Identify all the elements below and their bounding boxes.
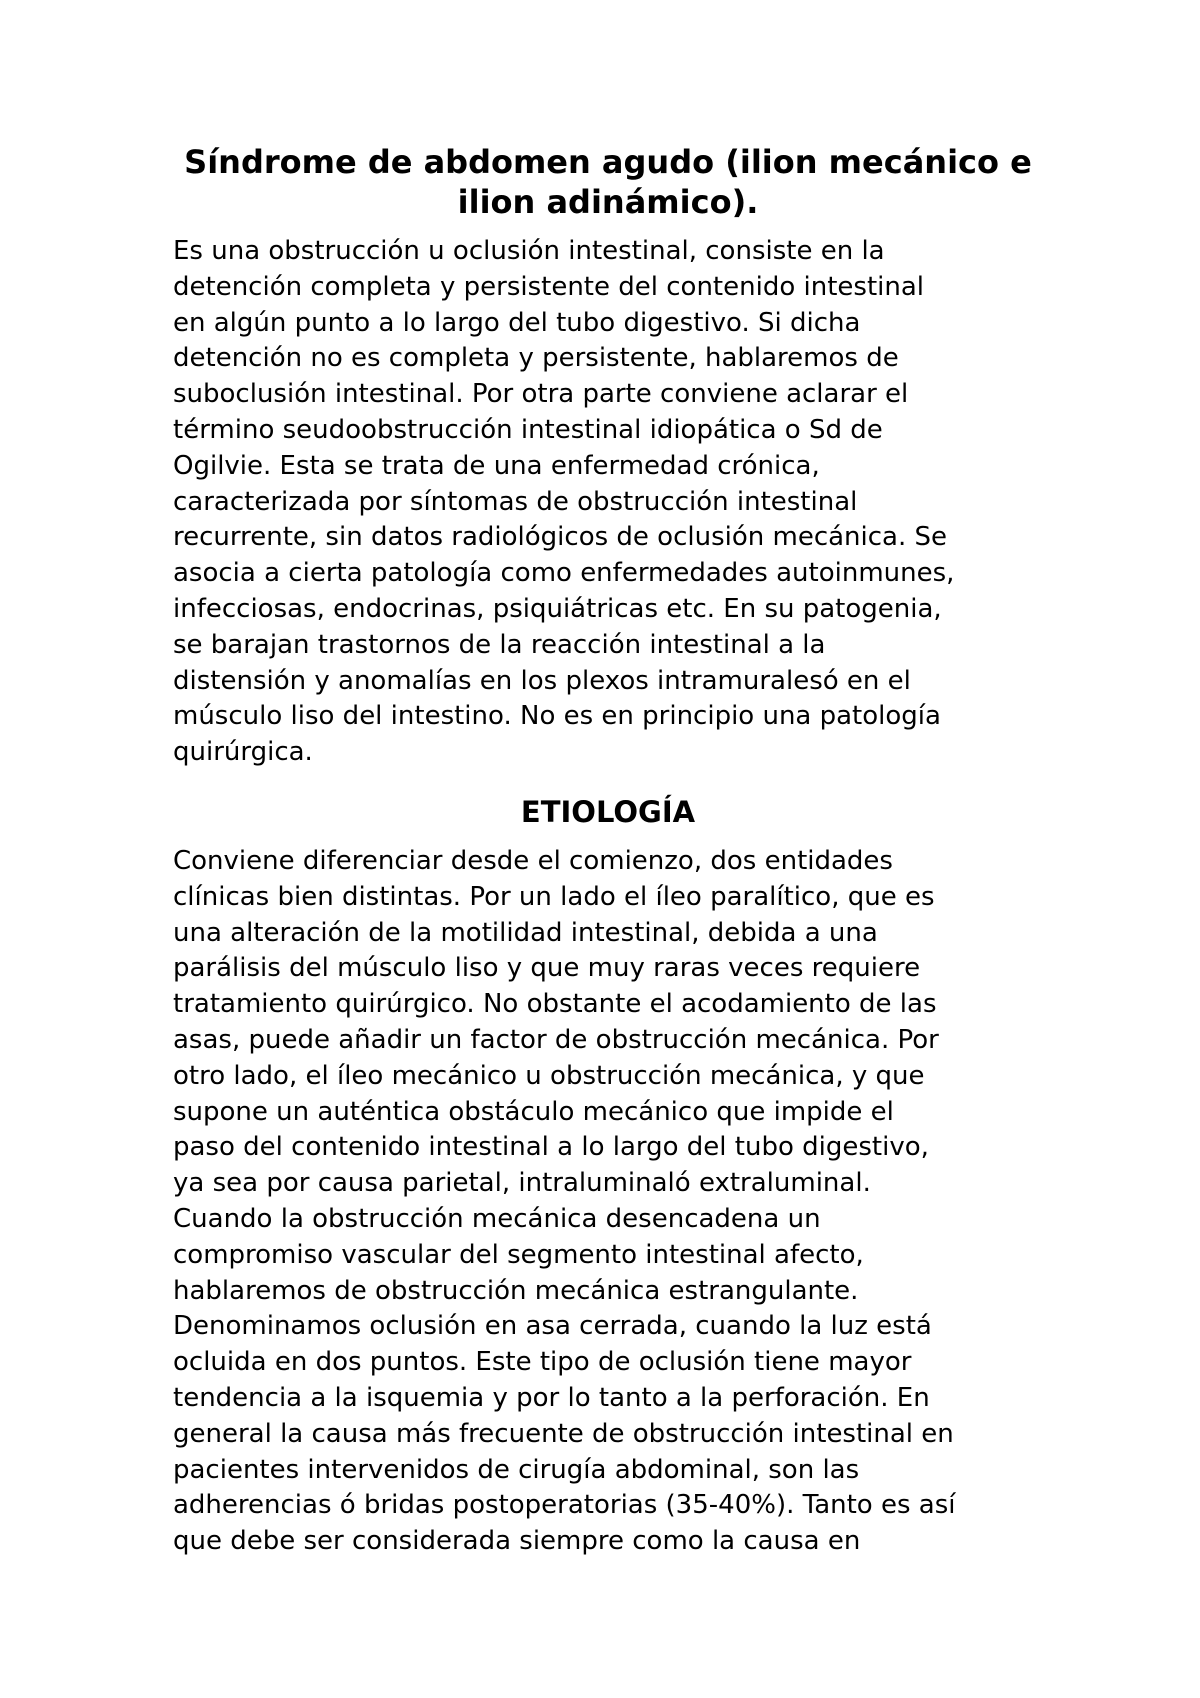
- text-line: clínicas bien distintas. Por un lado el íleo paralítico, que es: [173, 881, 935, 912]
- text-line: asocia a cierta patología como enfermedades autoinmunes,: [173, 558, 955, 589]
- text-line: asas, puede añadir un factor de obstrucción mecánica. Por: [173, 1024, 939, 1055]
- text-line: que debe ser considerada siempre como la causa en: [173, 1526, 861, 1557]
- text-line: hablaremos de obstrucción mecánica estrangulante.: [173, 1275, 859, 1306]
- text-line: detención completa y persistente del contenido intestinal: [173, 271, 924, 302]
- text-line: ya sea por causa parietal, intraluminaló extraluminal.: [173, 1168, 871, 1199]
- etiology-paragraph: [173, 844, 1043, 1560]
- text-line: parálisis del músculo liso y que muy raras veces requiere: [173, 953, 921, 984]
- text-line: distensión y anomalías en los plexos intramuralesó en el: [173, 665, 911, 696]
- text-line: adherencias ó bridas postoperatorias (35-40%). Tanto es así: [173, 1490, 956, 1521]
- text-line: detención no es completa y persistente, hablaremos de: [173, 343, 899, 374]
- text-line: general la causa más frecuente de obstrucción intestinal en: [173, 1418, 954, 1449]
- text-line: pacientes intervenidos de cirugía abdominal, son las: [173, 1454, 860, 1485]
- text-line: se barajan trastornos de la reacción intestinal a la: [173, 629, 826, 660]
- text-line: quirúrgica.: [173, 737, 313, 768]
- text-line: término seudoobstrucción intestinal idiopática o Sd de: [173, 414, 883, 445]
- text-line: recurrente, sin datos radiológicos de oclusión mecánica. Se: [173, 522, 948, 553]
- section-heading-etiologia: ETIOLOGÍA: [520, 794, 696, 829]
- text-line: músculo liso del intestino. No es en principio una patología: [173, 701, 941, 732]
- text-line: caracterizada por síntomas de obstrucción intestinal: [173, 486, 858, 517]
- intro-paragraph: [173, 234, 1043, 771]
- text-line: Cuando la obstrucción mecánica desencadena un: [173, 1203, 821, 1234]
- title-line: ilion adinámico).: [457, 183, 759, 221]
- title-line: Síndrome de abdomen agudo (ilion mecánico e: [184, 143, 1032, 181]
- text-line: ocluida en dos puntos. Este tipo de oclusión tiene mayor: [173, 1347, 912, 1378]
- text-line: paso del contenido intestinal a lo largo del tubo digestivo,: [173, 1132, 929, 1163]
- text-line: Conviene diferenciar desde el comienzo, dos entidades: [173, 845, 893, 876]
- text-line: una alteración de la motilidad intestinal, debida a una: [173, 917, 878, 948]
- text-line: suboclusión intestinal. Por otra parte conviene aclarar el: [173, 379, 909, 410]
- text-line: Ogilvie. Esta se trata de una enfermedad crónica,: [173, 450, 820, 481]
- document-page: [173, 142, 1043, 1560]
- text-line: otro lado, el íleo mecánico u obstrucción mecánica, y que: [173, 1060, 925, 1091]
- text-line: tendencia a la isquemia y por lo tanto a la perforación. En: [173, 1382, 930, 1413]
- text-line: supone un auténtica obstáculo mecánico que impide el: [173, 1096, 894, 1127]
- text-line: en algún punto a lo largo del tubo digestivo. Si dicha: [173, 307, 861, 338]
- text-line: Denominamos oclusión en asa cerrada, cuando la luz está: [173, 1311, 932, 1342]
- text-line: tratamiento quirúrgico. No obstante el acodamiento de las: [173, 989, 937, 1020]
- text-line: infecciosas, endocrinas, psiquiátricas etc. En su patogenia,: [173, 593, 942, 624]
- text-line: compromiso vascular del segmento intestinal afecto,: [173, 1239, 864, 1270]
- document-title: [173, 142, 1043, 222]
- text-line: Es una obstrucción u oclusión intestinal, consiste en la: [173, 236, 885, 266]
